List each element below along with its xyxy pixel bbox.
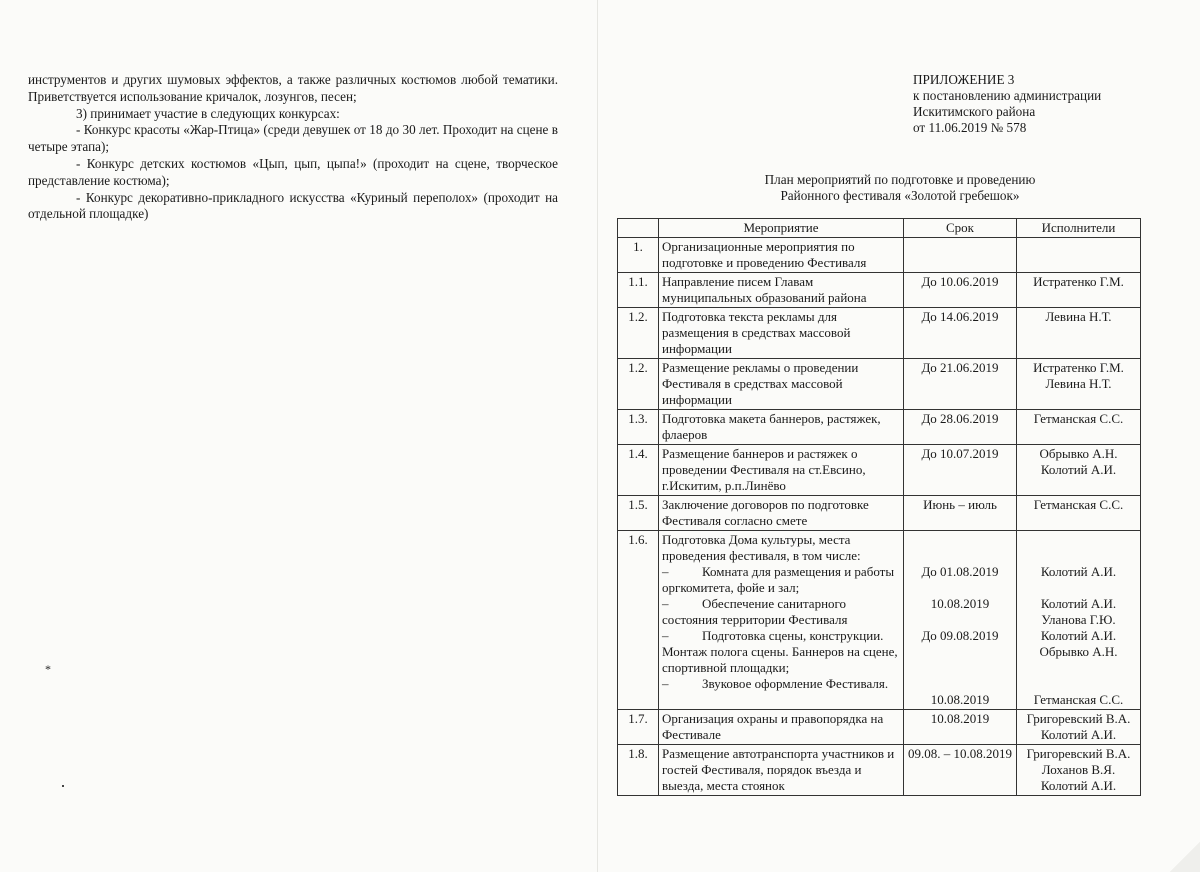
- paragraph-contests-intro: 3) принимает участие в следующих конкурсах:: [76, 105, 340, 121]
- venue-date: 10.08.2019: [930, 596, 990, 611]
- venue-date: До 09.08.2019: [921, 628, 999, 643]
- table-row: [618, 496, 1141, 531]
- cell-date: [904, 531, 1017, 710]
- cell-date: Июнь – июль: [904, 496, 1017, 531]
- cell-event: Подготовка макета баннеров, растяжек, флаеров: [659, 410, 904, 445]
- paragraph-contest-costumes: - Конкурс детских костюмов «Цып, цып, цыпа!» (проходит на сцене, творческое представление костюма);: [28, 155, 558, 188]
- dash-marker: –: [662, 676, 669, 691]
- plan-table: [617, 218, 1141, 796]
- document-title: [620, 172, 1180, 204]
- venue-item-text: Звуковое оформление Фестиваля.: [702, 676, 889, 691]
- cell-num: 1.1.: [618, 273, 659, 308]
- table-row: [618, 359, 1141, 410]
- cell-event: Заключение договоров по подготовке Фестиваля согласно смете: [659, 496, 904, 531]
- header-date: Срок: [904, 219, 1017, 238]
- stray-mark: *: [45, 662, 51, 676]
- table-row: [618, 445, 1141, 496]
- venue-executors: Колотий А.И. Уланова Г.Ю.: [1040, 596, 1117, 627]
- cell-executors: Левина Н.Т.: [1017, 308, 1141, 359]
- cell-date: До 10.06.2019: [904, 273, 1017, 308]
- table-row-venue-preparation: [618, 531, 1141, 710]
- cell-num: 1.7.: [618, 710, 659, 745]
- table-row: [618, 410, 1141, 445]
- cell-date: [904, 238, 1017, 273]
- venue-item-text: Обеспечение санитарного состояния территории Фестиваля: [662, 596, 848, 627]
- cell-num: 1.6.: [618, 531, 659, 710]
- appendix-reference: к постановлению администрации: [913, 88, 1102, 103]
- header-executors: Исполнители: [1017, 219, 1141, 238]
- cell-num: 1.5.: [618, 496, 659, 531]
- cell-executors: Обрывко А.Н. Колотий А.И.: [1017, 445, 1141, 496]
- dash-marker: –: [662, 564, 669, 579]
- cell-num: 1.2.: [618, 308, 659, 359]
- cell-date: 09.08. – 10.08.2019: [904, 745, 1017, 796]
- left-page-text: [28, 72, 558, 223]
- dash-marker: –: [662, 596, 669, 611]
- table-row: [618, 238, 1141, 273]
- venue-executors: Колотий А.И.: [1040, 564, 1117, 579]
- header-event: Мероприятие: [659, 219, 904, 238]
- appendix-date: от 11.06.2019 № 578: [913, 120, 1027, 135]
- cell-date: До 28.06.2019: [904, 410, 1017, 445]
- cell-executors: [1017, 238, 1141, 273]
- table-row: [618, 308, 1141, 359]
- stray-dot: [62, 785, 64, 787]
- cell-event: Подготовка текста рекламы для размещения в средствах массовой информации: [659, 308, 904, 359]
- title-line-1: План мероприятий по подготовке и проведению: [764, 172, 1036, 187]
- table-row: [618, 273, 1141, 308]
- cell-date: 10.08.2019: [904, 710, 1017, 745]
- cell-num: 1.3.: [618, 410, 659, 445]
- venue-item-text: Подготовка сцены, конструкции. Монтаж полога сцены. Баннеров на сцене, спортивной площадки;: [662, 628, 898, 675]
- venue-executors: Колотий А.И. Обрывко А.Н.: [1039, 628, 1118, 659]
- cell-num: 1.8.: [618, 745, 659, 796]
- cell-executors: Григоревский В.А. Лоханов В.Я. Колотий А.И.: [1017, 745, 1141, 796]
- page-corner: [1170, 842, 1200, 872]
- cell-event: Организационные мероприятия по подготовке и проведению Фестиваля: [659, 238, 904, 273]
- cell-num: 1.4.: [618, 445, 659, 496]
- venue-item-text: Комната для размещения и работы оргкомитета, фойе и зал;: [662, 564, 895, 595]
- table-header-row: [618, 219, 1141, 238]
- appendix-header: [913, 72, 1173, 136]
- page-fold: [597, 0, 598, 872]
- cell-event: Организация охраны и правопорядка на Фестивале: [659, 710, 904, 745]
- cell-executors: Истратенко Г.М.: [1017, 273, 1141, 308]
- cell-executors: Истратенко Г.М. Левина Н.Т.: [1017, 359, 1141, 410]
- venue-date: 10.08.2019: [930, 692, 990, 707]
- venue-date: До 01.08.2019: [921, 564, 999, 579]
- cell-executors: Григоревский В.А. Колотий А.И.: [1017, 710, 1141, 745]
- paragraph-contest-crafts: - Конкурс декоративно-прикладного искусства «Куриный переполох» (проходит на отдельной площадке): [28, 189, 558, 222]
- cell-date: До 10.07.2019: [904, 445, 1017, 496]
- venue-item: [662, 564, 900, 596]
- venue-item: [662, 628, 900, 676]
- paragraph-contest-beauty: - Конкурс красоты «Жар-Птица» (среди девушек от 18 до 30 лет. Проходит на сцене в четыре этапа);: [28, 122, 558, 155]
- cell-event: Размещение баннеров и растяжек о проведении Фестиваля на ст.Евсино, г.Искитим, р.п.Линёво: [659, 445, 904, 496]
- appendix-number: ПРИЛОЖЕНИЕ 3: [913, 72, 1015, 87]
- cell-date: До 21.06.2019: [904, 359, 1017, 410]
- table-row: [618, 745, 1141, 796]
- cell-executors: Гетманская С.С.: [1017, 410, 1141, 445]
- paragraph-intro: инструментов и других шумовых эффектов, а также различных костюмов любой тематики. Приветствуется использование кричалок, лозунгов, песен;: [28, 72, 558, 104]
- header-num: [618, 219, 659, 238]
- cell-executors: Гетманская С.С.: [1017, 496, 1141, 531]
- cell-event: Размещение автотранспорта участников и гостей Фестиваля, порядок въезда и выезда, места стоянок: [659, 745, 904, 796]
- dash-marker: –: [662, 628, 669, 643]
- venue-item: [662, 596, 900, 628]
- venue-item: [662, 676, 900, 692]
- table-row: [618, 710, 1141, 745]
- cell-num: 1.2.: [618, 359, 659, 410]
- cell-executors: [1017, 531, 1141, 710]
- cell-date: До 14.06.2019: [904, 308, 1017, 359]
- appendix-district: Искитимского района: [913, 104, 1036, 119]
- cell-event: Размещение рекламы о проведении Фестиваля в средствах массовой информации: [659, 359, 904, 410]
- venue-intro: Подготовка Дома культуры, места проведения фестиваля, в том числе:: [662, 532, 861, 563]
- cell-num: 1.: [618, 238, 659, 273]
- cell-event: Направление писем Главам муниципальных образований района: [659, 273, 904, 308]
- venue-executors: Гетманская С.С.: [1033, 692, 1124, 707]
- title-line-2: Районного фестиваля «Золотой гребешок»: [780, 188, 1020, 203]
- cell-event: [659, 531, 904, 710]
